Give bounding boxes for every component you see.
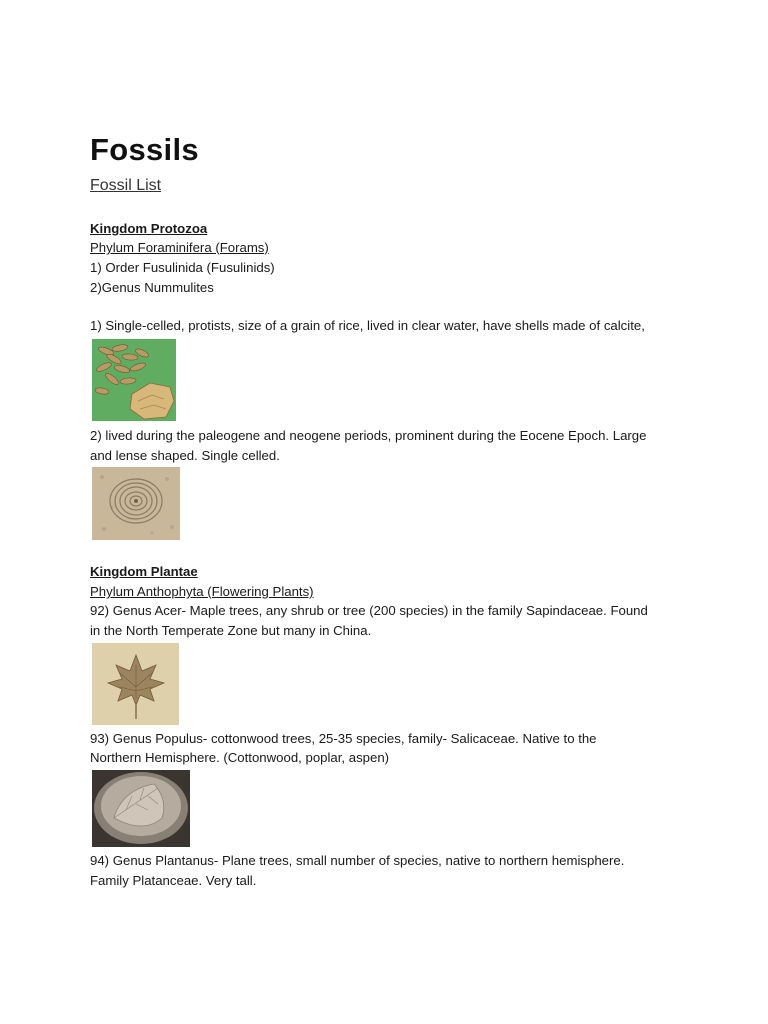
- phylum-foraminifera-heading: Phylum Foraminifera (Forams): [90, 240, 269, 255]
- acer-description-line1: 92) Genus Acer- Maple trees, any shrub or tree (200 species) in the family Sapindaceae. Found: [90, 603, 648, 618]
- populus-description-line1: 93) Genus Populus- cottonwood trees, 25-35 species, family- Salicaceae. Native to the: [90, 731, 597, 746]
- maple-leaf-fossil-image: [92, 643, 179, 725]
- kingdom-plantae-heading: Kingdom Plantae: [90, 564, 198, 579]
- page-title: Fossils: [90, 132, 199, 167]
- populus-leaf-fossil-image: [92, 770, 190, 847]
- nummulites-description-line1: 2) lived during the paleogene and neogene periods, prominent during the Eocene Epoch. Large: [90, 428, 647, 443]
- populus-description-line2: Northern Hemisphere. (Cottonwood, poplar, aspen): [90, 750, 390, 765]
- fusulinid-fossil-image: [92, 339, 176, 421]
- acer-description-line2: in the North Temperate Zone but many in China.: [90, 623, 372, 638]
- protozoa-item-fusulinida: 1) Order Fusulinida (Fusulinids): [90, 260, 275, 275]
- platanus-description-line1: 94) Genus Plantanus- Plane trees, small number of species, native to northern hemisphere.: [90, 853, 625, 868]
- platanus-description-line2: Family Platanceae. Very tall.: [90, 873, 257, 888]
- fusulinid-description: 1) Single-celled, protists, size of a grain of rice, lived in clear water, have shells made of calcite,: [90, 318, 645, 333]
- nummulites-description-line2: and lense shaped. Single celled.: [90, 448, 280, 463]
- fossil-list-link[interactable]: Fossil List: [90, 177, 162, 194]
- kingdom-protozoa-heading: Kingdom Protozoa: [90, 221, 208, 236]
- nummulite-fossil-image: [92, 467, 180, 540]
- phylum-anthophyta-heading: Phylum Anthophyta (Flowering Plants): [90, 584, 314, 599]
- protozoa-item-nummulites: 2)Genus Nummulites: [90, 280, 214, 295]
